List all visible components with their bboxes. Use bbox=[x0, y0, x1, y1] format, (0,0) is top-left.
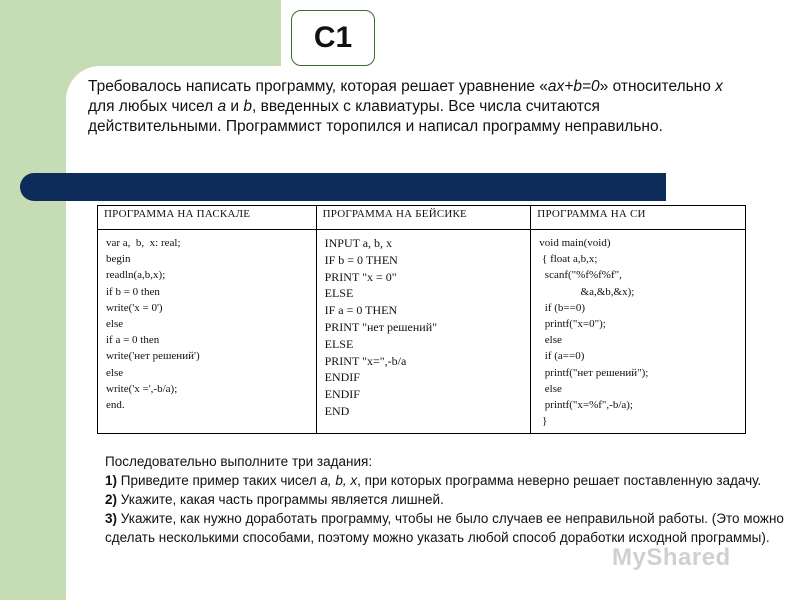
table-header-row bbox=[98, 206, 746, 230]
pascal-code: var a, b, x: real; begin readln(a,b,x); if b = 0 then write('x = 0') else if a = 0 then write('нет решений') else write('x =',-b/a); end. bbox=[106, 237, 200, 412]
task-2: 2) Укажите, какая часть программы является лишней. bbox=[105, 492, 444, 507]
watermark: MyShared bbox=[612, 544, 731, 571]
equation: ax+b=0 bbox=[547, 78, 600, 95]
programs-table bbox=[97, 205, 746, 434]
slide-title: C1 bbox=[291, 10, 375, 66]
tasks-block bbox=[105, 452, 795, 547]
header-basic: ПРОГРАММА НА БЕЙСИКЕ bbox=[316, 206, 531, 230]
pascal-cell bbox=[98, 230, 317, 434]
task-1: 1) Приведите пример таких чисел a, b, x, при которых программа неверно решает поставленную задачу. bbox=[105, 473, 762, 488]
basic-cell bbox=[316, 230, 531, 434]
tasks-intro: Последовательно выполните три задания: bbox=[105, 454, 373, 469]
green-background-lower bbox=[0, 195, 66, 600]
header-pascal: ПРОГРАММА НА ПАСКАЛЕ bbox=[98, 206, 317, 230]
divider-bar bbox=[20, 173, 666, 201]
problem-statement: Требовалось написать программу, которая решает уравнение «ax+b=0» относительно x для любых чисел a и b, введенных с клавиатуры. Все числа считаются действительными. Программист торопился и написал программу неправильно. bbox=[88, 78, 723, 135]
header-c: ПРОГРАММА НА СИ bbox=[531, 206, 746, 230]
c-code: void main(void) { float a,b,x; scanf("%f%f%f", &a,&b,&x); if (b==0) printf("x=0"); else if (a==0) printf("нет решений"); else printf("x=%f",-b/a); } bbox=[539, 237, 649, 428]
task-3: 3) Укажите, как нужно доработать программу, чтобы не было случаев ее неправильной работы. (Это можно сделать несколькими способами, поэтому можно указать любой способ доработки исходной программы). bbox=[105, 511, 784, 545]
table-row bbox=[98, 230, 746, 434]
c-cell bbox=[531, 230, 746, 434]
basic-code: INPUT a, b, x IF b = 0 THEN PRINT "x = 0" ELSE IF a = 0 THEN PRINT "нет решений" ELSE PRINT "x=",-b/a ENDIF ENDIF END bbox=[324, 236, 438, 418]
